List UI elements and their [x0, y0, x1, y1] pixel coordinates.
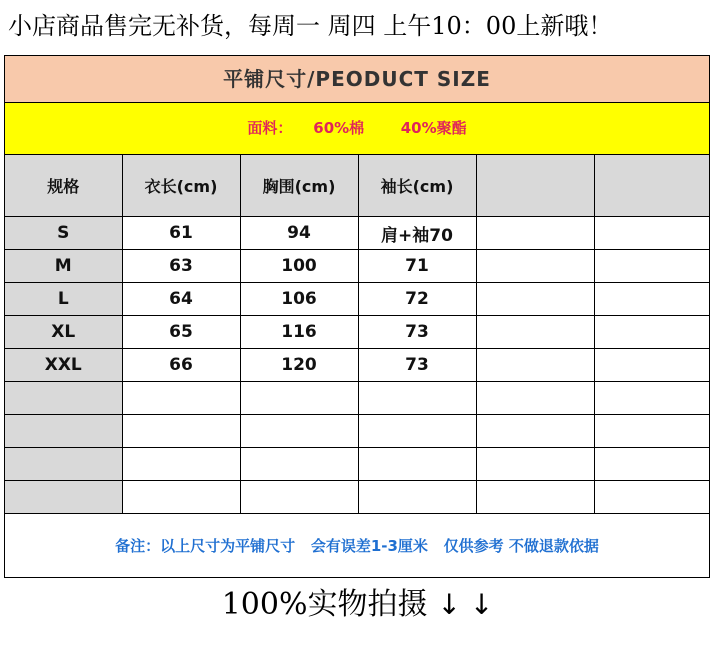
- measurement-cell: [594, 415, 709, 448]
- measurement-cell: [594, 481, 709, 514]
- size-chart: [4, 55, 710, 578]
- measurement-cell: 73: [358, 316, 476, 349]
- table-row: [5, 448, 709, 481]
- measurement-cell: [594, 316, 709, 349]
- header-cell: 袖长(cm): [358, 155, 476, 217]
- measurement-cell: 64: [122, 283, 240, 316]
- measurement-footnote: 备注：以上尺寸为平铺尺寸 会有误差1-3厘米 仅供参考 不做退款依据: [115, 537, 599, 555]
- measurement-cell: [594, 250, 709, 283]
- size-label-cell: M: [5, 250, 122, 283]
- measurement-cell: 71: [358, 250, 476, 283]
- measurement-cell: 66: [122, 349, 240, 382]
- size-label-cell: [5, 481, 122, 514]
- measurement-cell: [240, 382, 358, 415]
- measurement-cell: [122, 448, 240, 481]
- measurement-cell: [476, 415, 594, 448]
- measurement-cell: [122, 382, 240, 415]
- measurement-cell: 63: [122, 250, 240, 283]
- table-row: [5, 349, 709, 382]
- measurement-cell: 肩+袖70: [358, 217, 476, 250]
- measurement-cell: [594, 349, 709, 382]
- material-polyester: 40%聚酯: [400, 119, 467, 137]
- measurement-cell: [476, 250, 594, 283]
- table-row: [5, 481, 709, 514]
- size-table: [5, 155, 709, 514]
- measurement-cell: [358, 481, 476, 514]
- size-label-cell: XXL: [5, 349, 122, 382]
- measurement-cell: [594, 217, 709, 250]
- size-label-cell: [5, 415, 122, 448]
- measurement-cell: [476, 316, 594, 349]
- measurement-cell: [476, 481, 594, 514]
- measurement-cell: [594, 382, 709, 415]
- measurement-cell: [122, 415, 240, 448]
- measurement-cell: [476, 448, 594, 481]
- header-cell: 衣长(cm): [122, 155, 240, 217]
- measurement-cell: 73: [358, 349, 476, 382]
- measurement-cell: 116: [240, 316, 358, 349]
- header-cell: 规格: [5, 155, 122, 217]
- header-cell: 胸围(cm): [240, 155, 358, 217]
- size-label-cell: L: [5, 283, 122, 316]
- measurement-cell: [476, 217, 594, 250]
- measurement-cell: [122, 481, 240, 514]
- measurement-cell: [476, 349, 594, 382]
- measurement-cell: 120: [240, 349, 358, 382]
- measurement-cell: 61: [122, 217, 240, 250]
- photo-note: [0, 582, 715, 628]
- header-cell: [594, 155, 709, 217]
- measurement-cell: [358, 448, 476, 481]
- measurement-cell: [240, 481, 358, 514]
- table-row: [5, 250, 709, 283]
- material-label: 面料：: [247, 119, 293, 137]
- measurement-cell: [594, 448, 709, 481]
- size-label-cell: S: [5, 217, 122, 250]
- size-label-cell: [5, 448, 122, 481]
- measurement-cell: 94: [240, 217, 358, 250]
- down-arrow-icon: ↓ ↓: [437, 588, 494, 621]
- table-row: [5, 415, 709, 448]
- measurement-cell: 106: [240, 283, 358, 316]
- size-chart-title: 平铺尺寸/PEODUCT SIZE: [5, 56, 709, 103]
- size-table-body: [5, 155, 709, 514]
- photo-note-text: 100%实物拍摄: [221, 587, 428, 622]
- table-row: [5, 283, 709, 316]
- table-row: [5, 217, 709, 250]
- measurement-cell: 100: [240, 250, 358, 283]
- table-row: [5, 382, 709, 415]
- measurement-cell: [358, 382, 476, 415]
- measurement-cell: [476, 283, 594, 316]
- measurement-cell: [476, 382, 594, 415]
- table-row: [5, 316, 709, 349]
- measurement-cell: [240, 415, 358, 448]
- material-composition: [5, 103, 709, 155]
- measurement-cell: [240, 448, 358, 481]
- measurement-cell: [594, 283, 709, 316]
- size-label-cell: XL: [5, 316, 122, 349]
- material-cotton: 60%棉: [313, 119, 365, 137]
- measurement-cell: 72: [358, 283, 476, 316]
- size-table-header-row: [5, 155, 709, 217]
- size-label-cell: [5, 382, 122, 415]
- restock-notice: 小店商品售完无补货，每周一 周四 上午10：00上新哦！: [8, 12, 613, 40]
- header-cell: [476, 155, 594, 217]
- measurement-cell: [358, 415, 476, 448]
- measurement-cell: 65: [122, 316, 240, 349]
